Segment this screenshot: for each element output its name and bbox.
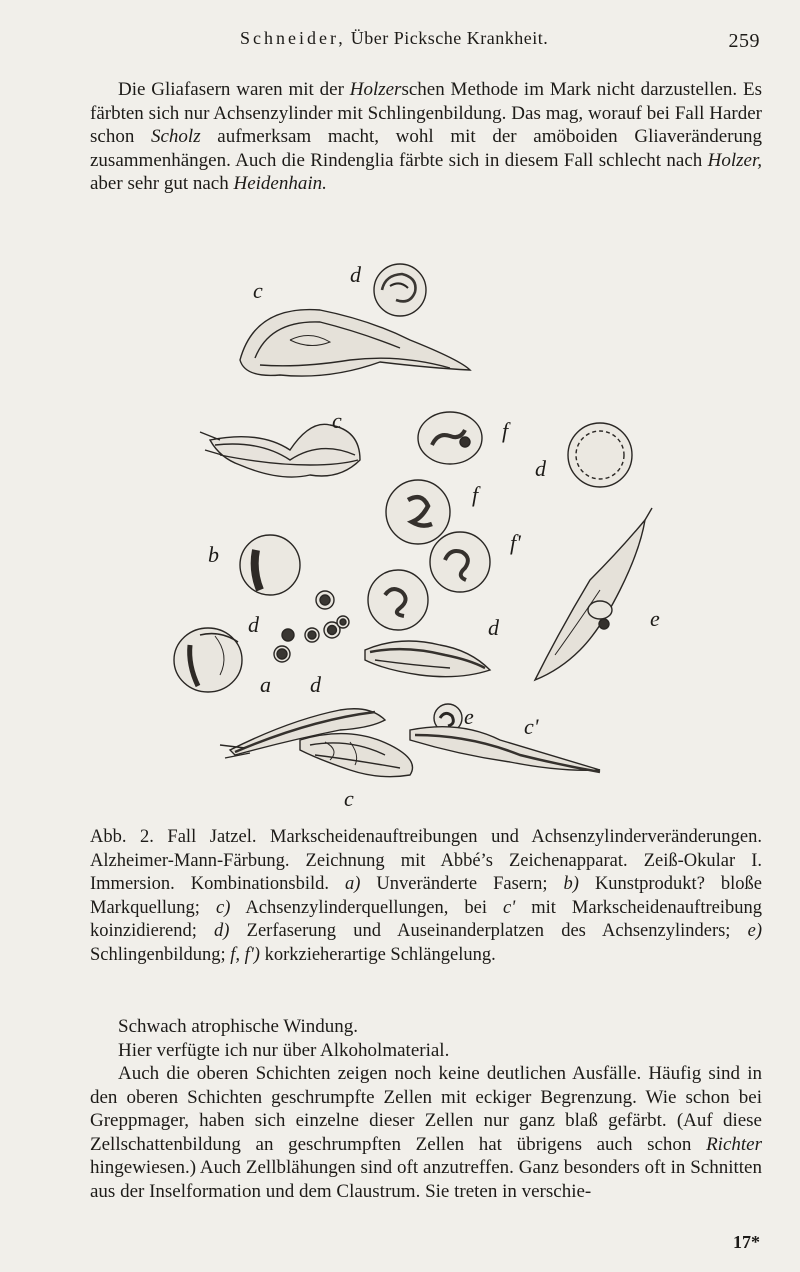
label-b: b <box>208 542 219 567</box>
caption-e: e) <box>747 921 763 941</box>
body-p3-text-2: hingewiesen.) Auch Zellblähungen sind oft anzutreffen. Ganz besonders oft in Schnitten aus der Inselformation und dem Claustrum. Sie treten in verschie- <box>90 1157 762 1202</box>
label-e-small: e <box>464 704 474 729</box>
body-paragraphs <box>90 1015 762 1203</box>
caption-f-text: korkzieherartige Schlängelung. <box>259 944 496 965</box>
figure-abb-2 <box>160 250 660 820</box>
caption-c: c) <box>216 897 231 918</box>
label-d-right: d <box>535 456 546 481</box>
cell-d-right <box>568 423 632 487</box>
page-number: 259 <box>728 30 760 52</box>
label-d-top: d <box>350 262 361 287</box>
header-title: Über Picksche Krankheit. <box>350 28 549 48</box>
label-e-right: e <box>650 606 660 631</box>
intro-italic-holzer: Holzer <box>349 79 402 100</box>
body-p3 <box>90 1062 762 1203</box>
running-title <box>240 28 548 49</box>
cell-f-top <box>418 412 482 464</box>
fiber-c-top <box>240 310 470 377</box>
intro-text: Die Gliafasern waren mit der <box>118 79 350 100</box>
label-c-prime: c' <box>524 714 539 739</box>
caption-a: a) <box>345 874 361 894</box>
caption-c-prime-text: mit Markscheidenauftreibung koinzidierend; <box>90 897 762 941</box>
caption-e-text: Schlingenbildung; <box>90 944 231 965</box>
cell-b <box>240 535 300 595</box>
cell-f-prime <box>430 532 490 592</box>
figure-caption <box>90 826 762 967</box>
label-f-2: f <box>472 482 479 507</box>
fiber-e-right <box>535 508 652 680</box>
label-a: a <box>260 672 271 697</box>
intro-text-3: aufmerksam macht, wohl mit der amöboiden Gliaveränderung zusammenhängen. Auch die Rindenglia färbte sich in diesem Fall schlecht nach <box>90 126 763 171</box>
label-f-1: f <box>502 418 509 443</box>
caption-text: Abb. 2. Fall Jatzel. Markscheidenauftreibungen und Achsenzylinderveränderungen. Alzheimer-Mann-Färbung. Zeichnung mit Abbé’s Zeichenapparat. Zeiß-Okular I. Immersion. Kombinationsbild. <box>90 827 762 894</box>
intro-italic-holzer-2: Holzer, <box>707 149 762 171</box>
intro-italic-scholz: Scholz <box>151 126 201 147</box>
caption-b-text: Kunstprodukt? bloße Markquellung; <box>90 874 762 918</box>
header-author: Schneider, <box>240 28 346 48</box>
intro-italic-heidenhain: Heidenhain. <box>233 173 327 194</box>
cell-f-middle <box>386 480 450 544</box>
cell-f-lower <box>368 570 428 630</box>
cell-a-left <box>174 628 242 692</box>
intro-text-4: aber sehr gut nach <box>90 173 234 194</box>
label-f-prime: f' <box>510 530 521 555</box>
body-p2: Hier verfügte ich nur über Alkoholmaterial. <box>118 1039 450 1061</box>
fiber-c-prime <box>410 727 600 772</box>
body-italic-richter: Richter <box>706 1133 762 1155</box>
caption-f: f, f') <box>230 944 260 965</box>
caption-b: b) <box>563 874 579 894</box>
caption-c-text: Achsenzylinderquellungen, bei <box>230 897 503 918</box>
label-c-bottom: c <box>344 786 354 811</box>
histology-drawing <box>160 250 660 820</box>
fiber-d-center <box>365 641 490 677</box>
dots-d-center <box>274 591 349 662</box>
cell-d-top <box>374 264 426 316</box>
caption-d: d) <box>214 921 230 941</box>
body-p1: Schwach atrophische Windung. <box>118 1016 359 1037</box>
caption-a-text: Unveränderte Fasern; <box>360 874 564 894</box>
intro-text-2: schen Methode im Mark nicht darzustellen. Es färbten sich nur Achsenzylinder mit Schlingenbildung. Das mag, worauf bei Fall Harder schon <box>90 79 762 147</box>
label-c-mid: c <box>332 408 342 433</box>
label-d-left: d <box>248 612 259 637</box>
fiber-c-bottom <box>300 734 413 777</box>
label-c-top: c <box>253 278 263 303</box>
body-p3-text: Auch die oberen Schichten zeigen noch keine deutlichen Ausfälle. Häufig sind in den oberen Schichten geschrumpfte Zellen mit eckiger Begrenzung. Wie schon bei Greppmager, haben sich einzelne dieser Zellen nur ganz blaß gefärbt. (Auf diese Zellschattenbildung an geschrumpften Zellen hat übrigens auch schon <box>90 1063 762 1155</box>
signature-mark: 17* <box>733 1232 760 1252</box>
label-d-bottom: d <box>310 672 321 697</box>
caption-d-text: Zerfaserung und Auseinanderplatzen des Achsenzylinders; <box>229 921 748 941</box>
label-d-center: d <box>488 615 499 640</box>
caption-c-prime: c' <box>503 897 516 918</box>
intro-paragraph <box>90 78 762 196</box>
